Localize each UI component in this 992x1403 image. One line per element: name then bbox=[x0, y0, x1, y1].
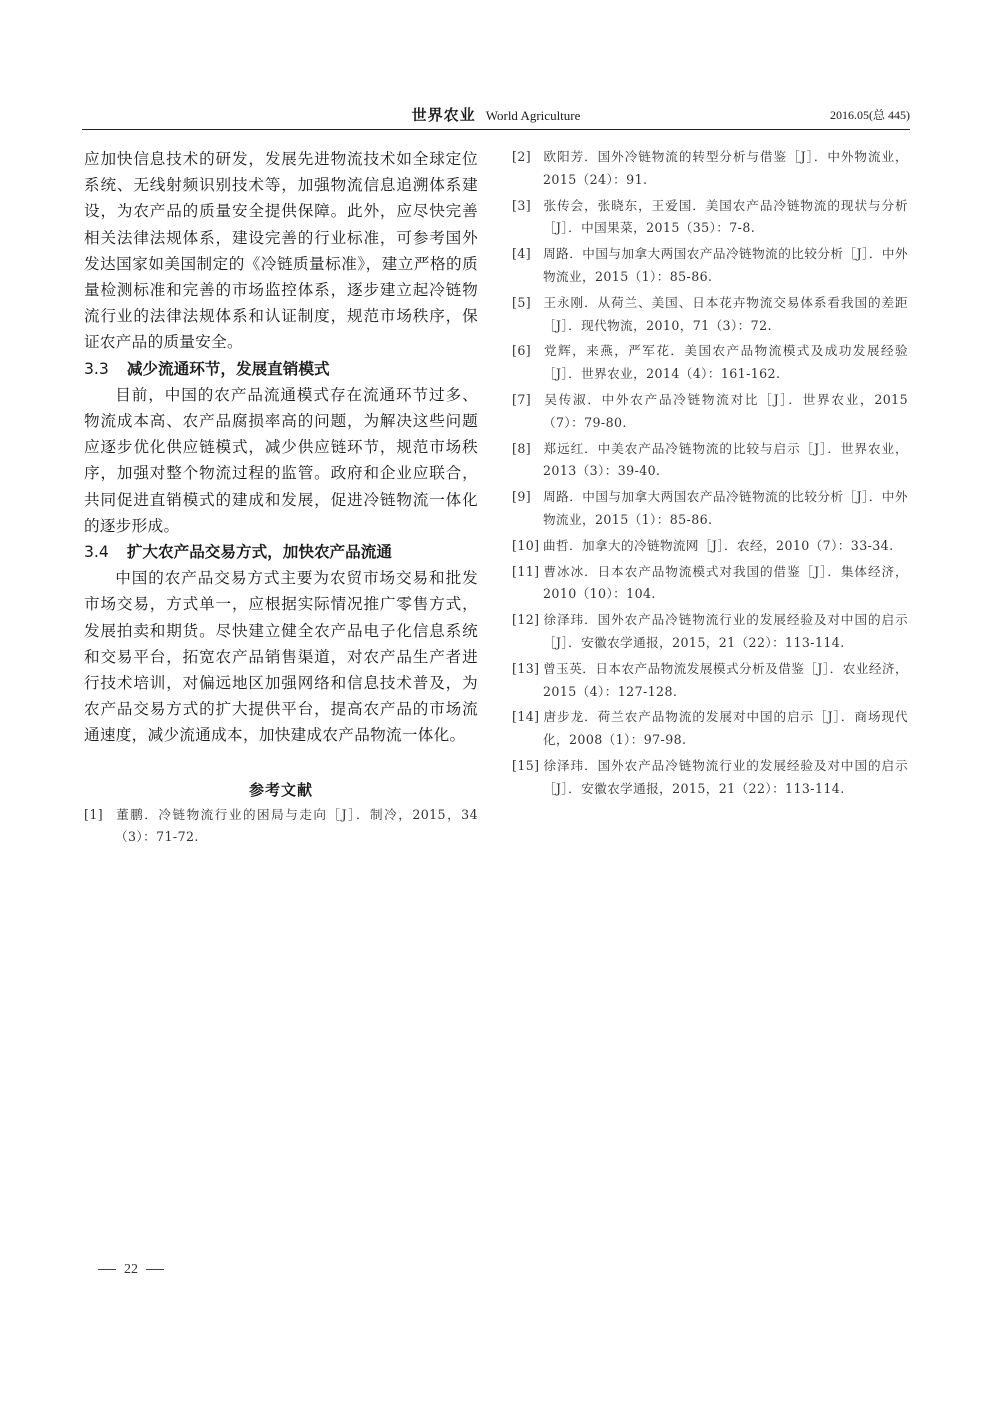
reference-item bbox=[512, 146, 908, 192]
reference-number: [3] bbox=[512, 197, 532, 213]
reference-item bbox=[512, 243, 908, 289]
reference-number: [11] bbox=[512, 563, 540, 579]
section-title: 扩大农产品交易方式，加快农产品流通 bbox=[126, 543, 392, 562]
body-paragraph-3: 中国的农产品交易方式主要为农贸市场交易和批发市场交易，方式单一，应根据实际情况推广零售方式，发展拍卖和期货。尽快建立健全农产品电子化信息系统和交易平台，拓宽农产品销售渠道，对农产品生产者进行技术培训，对偏远地区加强网络和信息技术普及，为农产品交易方式的扩大提供平台，提高农产品的市场流通速度，减少流通成本，加快建成农产品物流一体化。 bbox=[84, 569, 478, 745]
reference-number: [14] bbox=[512, 709, 540, 725]
reference-number: [5] bbox=[512, 294, 532, 310]
reference-item bbox=[512, 340, 908, 386]
reference-number: [13] bbox=[512, 660, 540, 676]
reference-number: [15] bbox=[512, 757, 540, 773]
footer-dash-right bbox=[146, 1269, 164, 1270]
header-rule bbox=[82, 129, 910, 130]
reference-text: 周路．中国与加拿大两国农产品冷链物流的比较分析［J］．中外物流业，2015（1）：85-86. bbox=[543, 246, 908, 284]
section-title: 减少流通环节，发展直销模式 bbox=[126, 359, 330, 378]
reference-number: [8] bbox=[512, 440, 532, 456]
reference-text: 王永刚．从荷兰、美国、日本花卉物流交易体系看我国的差距［J］．现代物流，2010，71（3）：72. bbox=[543, 294, 908, 333]
page-footer bbox=[90, 1262, 172, 1278]
body-paragraph-1: 应加快信息技术的研发，发展先进物流技术如全球定位系统、无线射频识别技术等，加强物流信息追溯体系建设，为农产品的质量安全提供保障。此外，应尽快完善相关法律法规体系，建设完善的行业标准，可参考国外发达国家如美国制定的《冷链质量标准》，建立严格的质量检测标准和完善的市场监控体系，逐步建立起冷链物流行业的法律法规体系和认证制度，规范市场秩序，保证农产品的质量安全。 bbox=[84, 150, 478, 352]
reference-item bbox=[512, 389, 908, 435]
reference-item bbox=[84, 804, 478, 850]
left-column bbox=[84, 146, 478, 852]
reference-item bbox=[512, 486, 908, 532]
reference-text: 董鹏．冷链物流行业的困局与走向［J］．制冷，2015，34（3）：71-72. bbox=[115, 806, 478, 845]
body-paragraph-2: 目前，中国的农产品流通模式存在流通环节过多、物流成本高、农产品腐损率高的问题，为解决这些问题应逐步优化供应链模式，减少供应链环节，规范市场秩序，加强对整个物流过程的监管。政府和企业应联合，共同促进直销模式的建成和发展，促进冷链物流一体化的逐步形成。 bbox=[84, 385, 478, 535]
reference-text: 曲哲．加拿大的冷链物流网［J］．农经，2010（7）：33-34. bbox=[543, 537, 894, 553]
reference-number: [2] bbox=[512, 149, 532, 164]
reference-text: 郑远红．中美农产品冷链物流的比较与启示［J］．世界农业，2013（3）：39-40. bbox=[543, 440, 908, 479]
journal-title-cn: 世界农业 bbox=[411, 106, 476, 124]
footer-dash-left bbox=[98, 1269, 116, 1270]
right-column bbox=[512, 146, 908, 804]
reference-item bbox=[512, 609, 908, 655]
running-header bbox=[82, 98, 910, 128]
reference-text: 周路．中国与加拿大两国农产品冷链物流的比较分析［J］．中外物流业，2015（1）：85-86. bbox=[543, 489, 908, 527]
reference-text: 党辉，来燕，严军花．美国农产品物流模式及成功发展经验［J］．世界农业，2014（4）：161-162. bbox=[543, 343, 908, 382]
reference-number: [6] bbox=[512, 343, 532, 359]
section-heading-3-3 bbox=[84, 356, 478, 382]
journal-title bbox=[82, 104, 910, 125]
reference-text: 欧阳芳．国外冷链物流的转型分析与借鉴［J］．中外物流业，2015（24）：91. bbox=[543, 149, 908, 187]
reference-number: [1] bbox=[84, 806, 104, 822]
reference-item bbox=[512, 658, 908, 704]
reference-number: [4] bbox=[512, 246, 532, 262]
reference-text: 曾玉英．日本农产品物流发展模式分析及借鉴［J］．农业经济，2015（4）：127-128. bbox=[543, 660, 908, 699]
section-number: 3.3 bbox=[84, 359, 109, 378]
reference-text: 曹冰冰．日本农产品物流模式对我国的借鉴［J］．集体经济，2010（10）：104. bbox=[543, 563, 908, 602]
reference-number: [9] bbox=[512, 489, 532, 505]
reference-item bbox=[512, 535, 908, 558]
reference-text: 唐步龙．荷兰农产品物流的发展对中国的启示［J］．商场现代化，2008（1）：97-98. bbox=[543, 709, 908, 748]
journal-title-en: World Agriculture bbox=[485, 108, 581, 123]
reference-text: 吴传淑．中外农产品冷链物流对比［J］．世界农业，2015（7）：79-80. bbox=[543, 391, 908, 430]
reference-text: 徐泽玮．国外农产品冷链物流行业的发展经验及对中国的启示［J］．安徽农学通报，2015，21（22）：113-114. bbox=[543, 612, 908, 650]
reference-number: [7] bbox=[512, 391, 532, 407]
reference-item bbox=[512, 438, 908, 484]
reference-item bbox=[512, 292, 908, 338]
reference-number: [10] bbox=[512, 537, 540, 553]
reference-item bbox=[512, 561, 908, 607]
references-heading: 参考文献 bbox=[248, 780, 313, 799]
page-number: 22 bbox=[124, 1262, 138, 1277]
reference-number: [12] bbox=[512, 612, 540, 628]
section-heading-3-4 bbox=[84, 539, 478, 565]
reference-item bbox=[512, 755, 908, 801]
reference-text: 张传会，张晓东，王爱国．美国农产品冷链物流的现状与分析［J］．中国果菜，2015（35）：7-8. bbox=[543, 197, 908, 236]
section-number: 3.4 bbox=[84, 543, 109, 562]
issue-label: 2016.05(总 445) bbox=[830, 108, 910, 122]
reference-item bbox=[512, 195, 908, 241]
reference-item bbox=[512, 706, 908, 752]
reference-text: 徐泽玮．国外农产品冷链物流行业的发展经验及对中国的启示［J］．安徽农学通报，2015，21（22）：113-114. bbox=[543, 757, 908, 796]
